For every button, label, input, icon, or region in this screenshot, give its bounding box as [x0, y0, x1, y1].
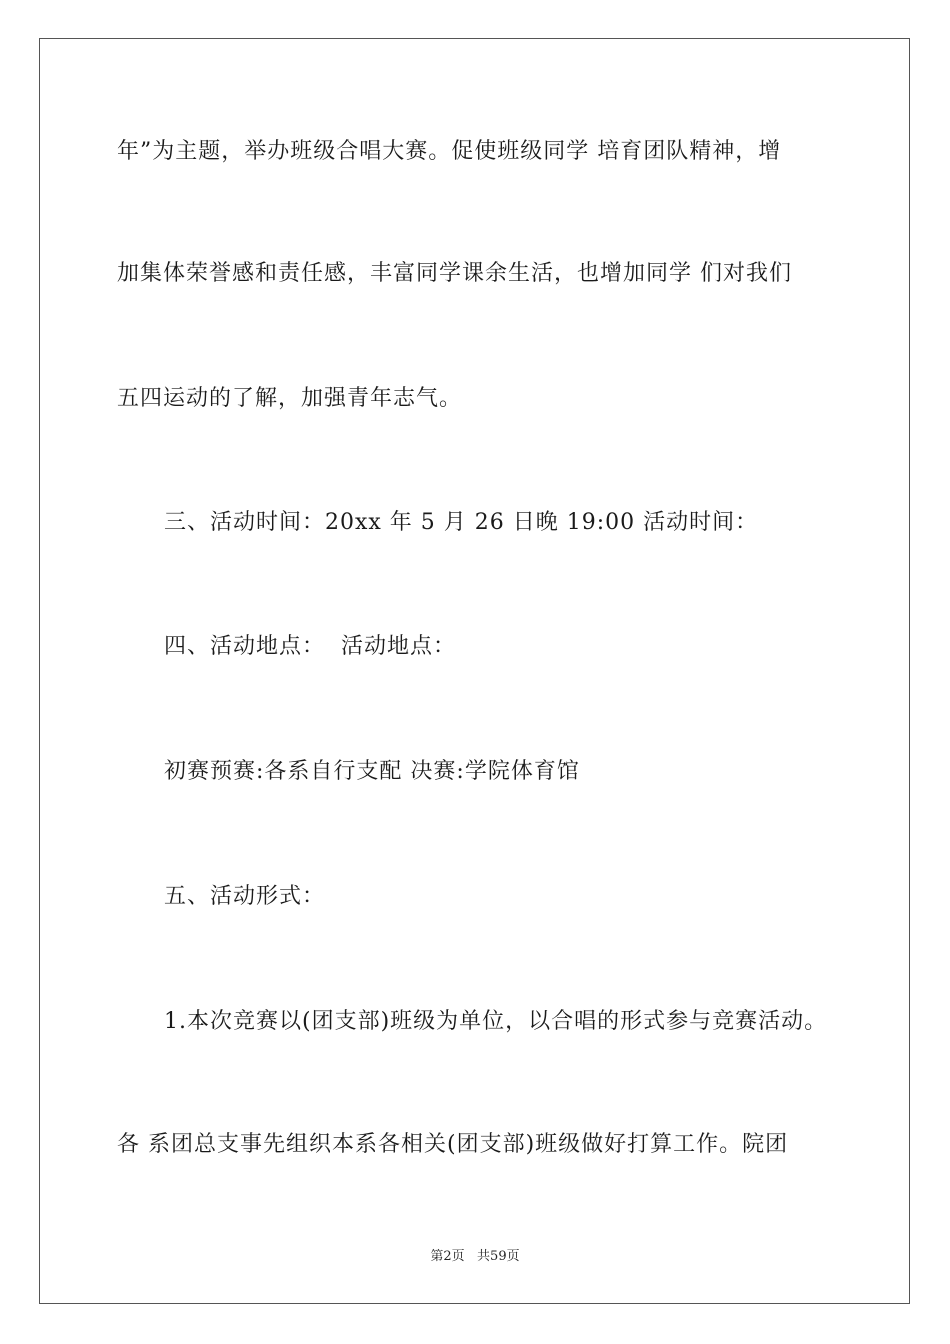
form-item-1: 1.本次竞赛以(团支部)班级为单位，以合唱的形式参与竞赛活动。 — [164, 1009, 828, 1034]
body-text-line-1: 年”为主题，举办班级合唱大赛。促使班级同学 培育团队精神，增 — [117, 139, 782, 164]
body-text-line-3: 五四运动的了解，加强青年志气。 — [117, 386, 463, 411]
body-text-line-2: 加集体荣誉感和责任感，丰富同学课余生活，也增加同学 们对我们 — [117, 261, 792, 286]
location-details: 初赛预赛:各系自行支配 决赛:学院体育馆 — [164, 759, 580, 784]
page-border — [39, 38, 910, 1304]
section-five-activity-form: 五、活动形式： — [164, 884, 326, 909]
form-item-1-continued: 各 系团总支事先组织本系各相关(团支部)班级做好打算工作。院团 — [117, 1132, 789, 1157]
page-number-footer: 第2页 共59页 — [430, 1249, 520, 1264]
section-three-activity-time: 三、活动时间：20xx 年 5 月 26 日晚 19:00 活动时间： — [164, 510, 759, 535]
section-four-activity-location: 四、活动地点： 活动地点： — [164, 634, 456, 659]
